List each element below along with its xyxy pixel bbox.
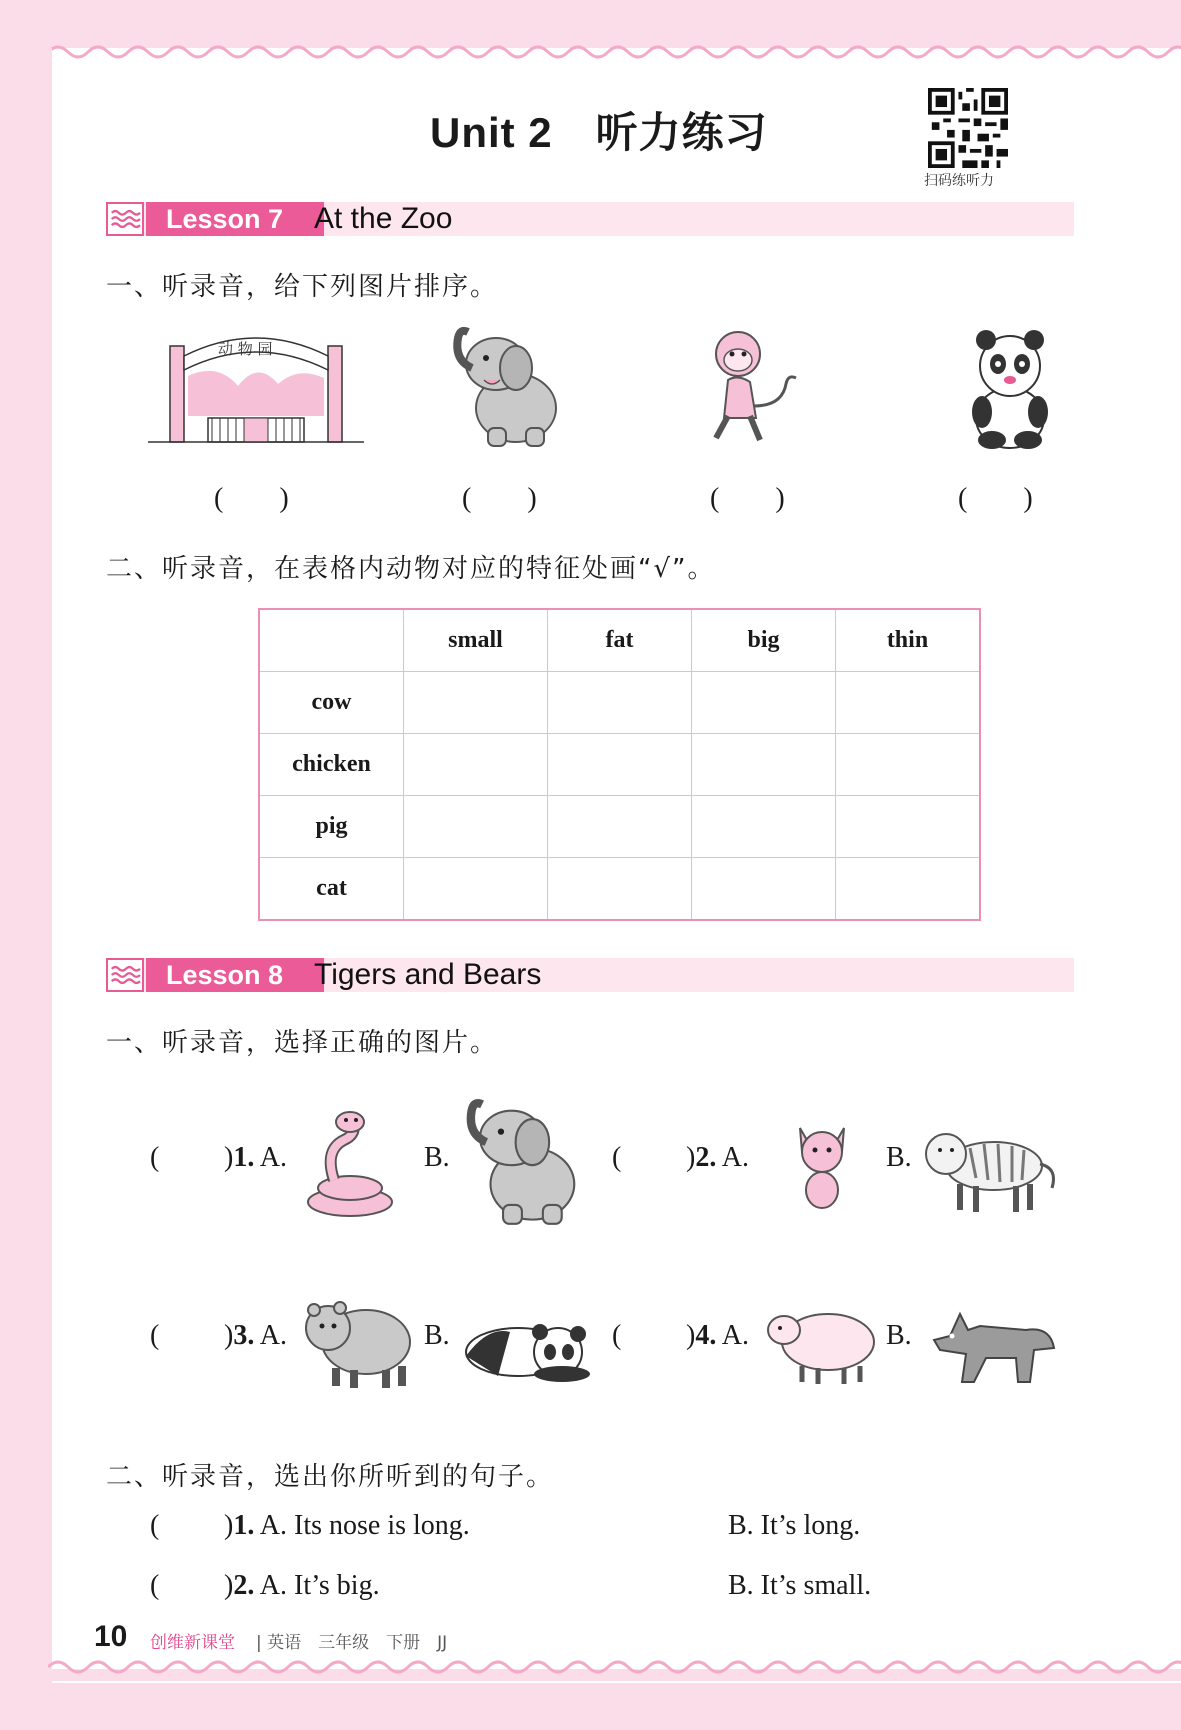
lesson8-part1-heading: 一、听录音，选择正确的图片。 — [106, 1028, 499, 1058]
sheep-picture[interactable] — [762, 1304, 880, 1384]
wave-lines-icon — [106, 958, 144, 992]
table-header-row — [259, 609, 980, 672]
check-cell[interactable] — [404, 734, 548, 796]
q1-close-paren: ) — [224, 1142, 234, 1173]
page-number: 10 — [94, 1620, 128, 1653]
check-cell[interactable] — [548, 672, 692, 734]
wave-lines-icon — [106, 202, 144, 236]
check-cell[interactable] — [836, 734, 981, 796]
s1-label — [224, 1510, 470, 1542]
q1-label — [224, 1142, 287, 1174]
check-cell[interactable] — [836, 858, 981, 921]
table-header-cell: big — [692, 609, 836, 672]
answer-blank-1[interactable]: ( ) — [214, 483, 289, 514]
monkey-picture — [702, 326, 802, 450]
zoo-sign-text: 动 物 园 — [218, 340, 273, 358]
q3-option-a[interactable]: A. — [259, 1320, 288, 1351]
lesson7-tag-label: Lesson 7 — [166, 204, 284, 234]
q1-option-b[interactable]: B. — [424, 1142, 450, 1173]
table-row — [259, 796, 980, 858]
q2-option-b[interactable]: B. — [886, 1142, 912, 1173]
q2-open-paren[interactable]: ( — [612, 1142, 622, 1173]
check-cell[interactable] — [836, 796, 981, 858]
s2-number: 2. — [233, 1570, 255, 1601]
wolf-picture[interactable] — [930, 1306, 1056, 1386]
lesson7-part2-heading: 二、听录音，在表格内动物对应的特征处画“√”。 — [106, 554, 716, 584]
q2-close-paren: ) — [686, 1142, 696, 1173]
answer-blank-4[interactable]: ( ) — [958, 483, 1033, 514]
q1-option-a[interactable]: A. — [259, 1142, 288, 1173]
q2-option-a[interactable]: A. — [721, 1142, 750, 1173]
bear-picture[interactable] — [300, 1298, 416, 1388]
q1-open-paren[interactable]: ( — [150, 1142, 160, 1173]
q3-label — [224, 1320, 287, 1352]
q4-close-paren: ) — [686, 1320, 696, 1351]
answer-blank-3[interactable]: ( ) — [710, 483, 785, 514]
check-cell[interactable] — [404, 796, 548, 858]
panda-picture — [968, 328, 1052, 450]
table-header-cell: fat — [548, 609, 692, 672]
table-header-cell: small — [404, 609, 548, 672]
tiger-picture[interactable] — [920, 1118, 1060, 1214]
panda-lying-picture[interactable] — [458, 1312, 594, 1384]
qr-caption: 扫码练听力 — [924, 173, 994, 189]
elephant-picture[interactable] — [460, 1096, 588, 1228]
q4-label — [686, 1320, 749, 1352]
check-cell[interactable] — [692, 796, 836, 858]
q4-number: 4. — [695, 1320, 717, 1351]
row-label: pig — [259, 796, 404, 858]
lesson7-part1-heading: 一、听录音，给下列图片排序。 — [106, 272, 499, 302]
lesson8-tag-label: Lesson 8 — [166, 960, 284, 990]
check-cell[interactable] — [404, 672, 548, 734]
s1-open-paren[interactable]: ( — [150, 1510, 160, 1541]
table-header-cell — [259, 609, 404, 672]
snake-picture[interactable] — [304, 1110, 396, 1220]
left-wavy-border — [42, 48, 68, 1683]
zoo-gate-picture — [148, 326, 364, 450]
s1-close-paren: ) — [224, 1510, 234, 1541]
check-cell[interactable] — [692, 858, 836, 921]
s2-option-b[interactable]: B. It’s small. — [728, 1570, 872, 1601]
row-label: cat — [259, 858, 404, 921]
q3-close-paren: ) — [224, 1320, 234, 1351]
lesson8-tag — [146, 958, 324, 992]
check-cell[interactable] — [404, 858, 548, 921]
row-label: cow — [259, 672, 404, 734]
q4-option-b[interactable]: B. — [886, 1320, 912, 1351]
s1-option-b[interactable]: B. It’s long. — [728, 1510, 861, 1541]
page-title: Unit 2 听力练习 — [430, 109, 768, 156]
check-cell[interactable] — [692, 672, 836, 734]
s1-number: 1. — [233, 1510, 255, 1541]
q4-option-a[interactable]: A. — [721, 1320, 750, 1351]
cat-picture[interactable] — [790, 1118, 854, 1210]
footer-info: | 英语 三年级 下册 JJ — [256, 1633, 448, 1653]
lesson8-bar — [106, 958, 1074, 992]
table-header-cell: thin — [836, 609, 981, 672]
q4-open-paren[interactable]: ( — [612, 1320, 622, 1351]
row-label: chicken — [259, 734, 404, 796]
s2-option-a[interactable]: A. It’s big. — [259, 1570, 380, 1601]
q3-option-b[interactable]: B. — [424, 1320, 450, 1351]
lesson8-part2-heading: 二、听录音，选出你所听到的句子。 — [106, 1462, 555, 1492]
q3-open-paren[interactable]: ( — [150, 1320, 160, 1351]
table-row — [259, 672, 980, 734]
top-wavy-border — [48, 42, 1181, 62]
q1-number: 1. — [233, 1142, 255, 1173]
s2-open-paren[interactable]: ( — [150, 1570, 160, 1601]
bottom-wavy-border — [48, 1655, 1181, 1681]
lesson8-title: Tigers and Bears — [314, 958, 542, 991]
elephant-picture — [448, 324, 568, 450]
check-cell[interactable] — [548, 858, 692, 921]
lesson7-title: At the Zoo — [314, 202, 453, 235]
qr-code-icon[interactable] — [928, 88, 1008, 168]
check-cell[interactable] — [548, 796, 692, 858]
s2-close-paren: ) — [224, 1570, 234, 1601]
table-row — [259, 734, 980, 796]
s2-label — [224, 1570, 380, 1602]
table-row — [259, 858, 980, 921]
answer-blank-2[interactable]: ( ) — [462, 483, 537, 514]
check-cell[interactable] — [548, 734, 692, 796]
footer-brand: 创维新课堂 — [150, 1633, 235, 1653]
lesson7-tag — [146, 202, 324, 236]
q2-label — [686, 1142, 749, 1174]
check-cell[interactable] — [836, 672, 981, 734]
q2-number: 2. — [695, 1142, 717, 1173]
s1-option-a[interactable]: A. Its nose is long. — [259, 1510, 470, 1541]
check-cell[interactable] — [692, 734, 836, 796]
q3-number: 3. — [233, 1320, 255, 1351]
feature-table — [258, 608, 981, 921]
lesson7-bar — [106, 202, 1074, 236]
